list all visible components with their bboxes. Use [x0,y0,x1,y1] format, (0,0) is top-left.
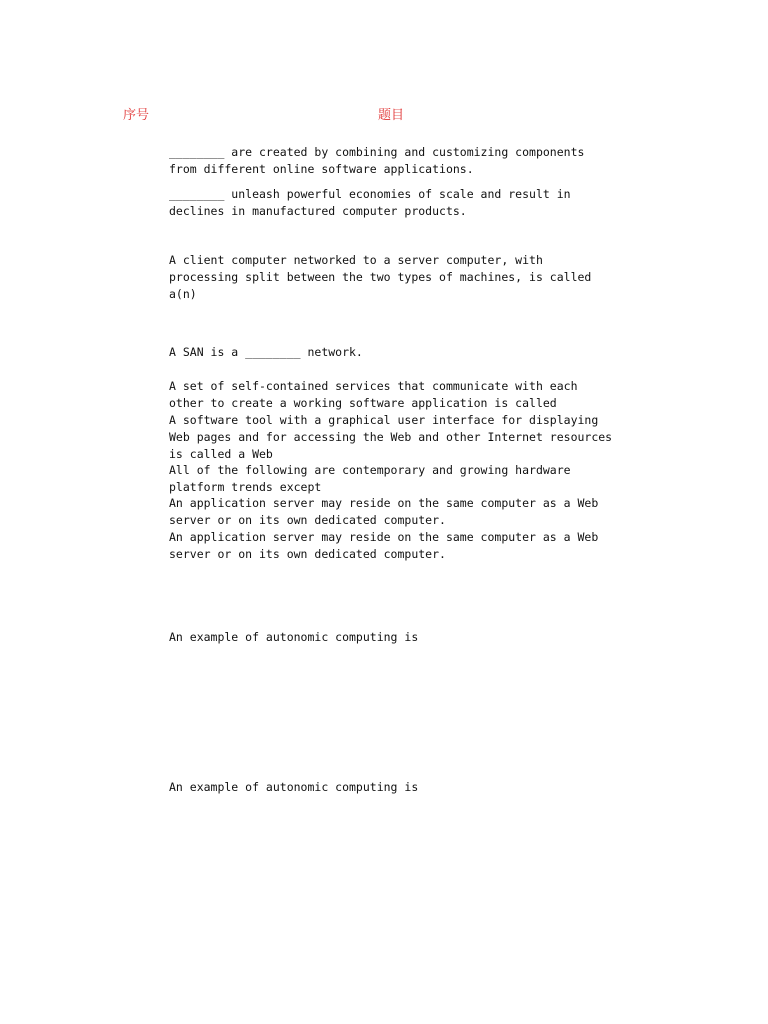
question-text: All of the following are contemporary and growing hardware platform trends except [169,463,571,494]
question-text: A software tool with a graphical user interface for displaying Web pages and for accessing the Web and other Internet resources is called a Web [169,413,613,461]
question-text: A set of self-contained services that communicate with each other to create a working software application is called [169,379,578,410]
column-header-question: 题目 [378,108,405,123]
column-header-number: 序号 [123,108,150,123]
question-text: An application server may reside on the same computer as a Web server or on its own dedicated computer. [169,530,599,561]
question-text: An application server may reside on the same computer as a Web server or on its own dedicated computer. [169,496,599,527]
question-text: An example of autonomic computing is [169,780,419,794]
question-text: A client computer networked to a server computer, with processing split between the two types of machines, is called a(n) [169,253,592,301]
question-text: A SAN is a ________ network. [169,345,363,359]
question-text: ________ are created by combining and customizing components from different online software applications. [169,145,585,176]
question-text: ________ unleash powerful economies of scale and result in declines in manufactured computer products. [169,187,571,218]
question-text: An example of autonomic computing is [169,630,419,644]
